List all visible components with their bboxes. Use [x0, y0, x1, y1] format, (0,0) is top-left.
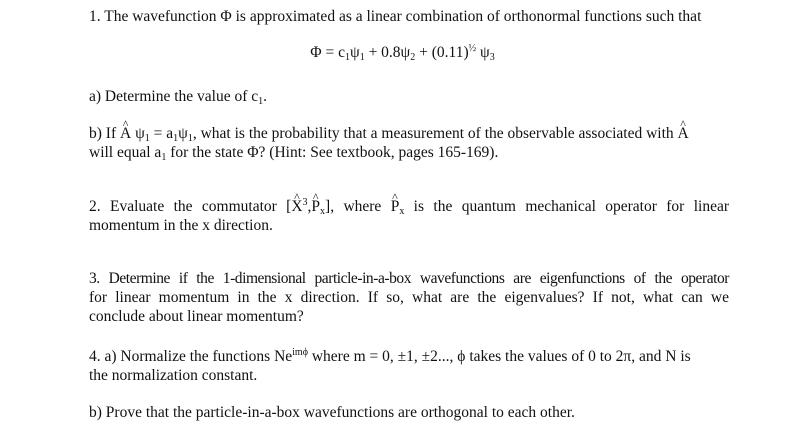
q3-line3: conclude about linear momentum?	[89, 308, 304, 325]
operator-p-hat: ^ P	[311, 197, 320, 216]
q1-intro: 1. The wavefunction Φ is approximated as a linear combination of orthonormal functions such that	[89, 8, 702, 25]
c-subscript: 1	[344, 52, 350, 63]
q3-line1: 3. Determine if the 1-dimensional particle-in-a-box wavefunctions are eigenfunctions of the operator	[89, 270, 729, 287]
q1b-line1: b) If ^ A $\psi_1 = a_1\psi_1$, what is the probability that a measurement of the observable associated with ^ A	[89, 124, 729, 143]
q2-line1: 2. Evaluate the commutator [^ $X^3,\^{}$ $P_x$], where ^ $P_x$ is the quantum mechanical operator for linear	[89, 197, 729, 216]
q1b-line2: will equal $a_1$ for the state Φ? (Hint: See textbook, pages 165-169).	[89, 144, 499, 163]
q1a-text: a) Determine the value of $c_1$.	[89, 88, 267, 107]
operator-a-hat-2: ^ A	[678, 124, 689, 143]
q2-line2: momentum in the x direction.	[89, 217, 273, 234]
q4b-text: b) Prove that the particle-in-a-box wavefunctions are orthogonal to each other.	[89, 404, 575, 421]
q3-line2: for linear momentum in the x direction. If so, what are the eigenvalues? If not, what can we	[89, 289, 729, 306]
operator-p-hat-2: ^ P	[391, 197, 400, 216]
operator-x-hat: ^ X	[291, 197, 302, 216]
q1-equation: $\Phi = c_1\psi_1 + 0.8\psi_2 + (0.11)^{\frac{1}{2}}$ $\psi_3$	[310, 43, 495, 63]
operator-a-hat: ^ A	[120, 124, 131, 143]
q4a-line1: 4. a) Normalize the functions $Ne^{im\phi}$ where m = 0, ±1, ±2..., ϕ takes the values of 0 to 2π, and N is	[89, 347, 691, 365]
q4a-line2: the normalization constant.	[89, 367, 258, 384]
